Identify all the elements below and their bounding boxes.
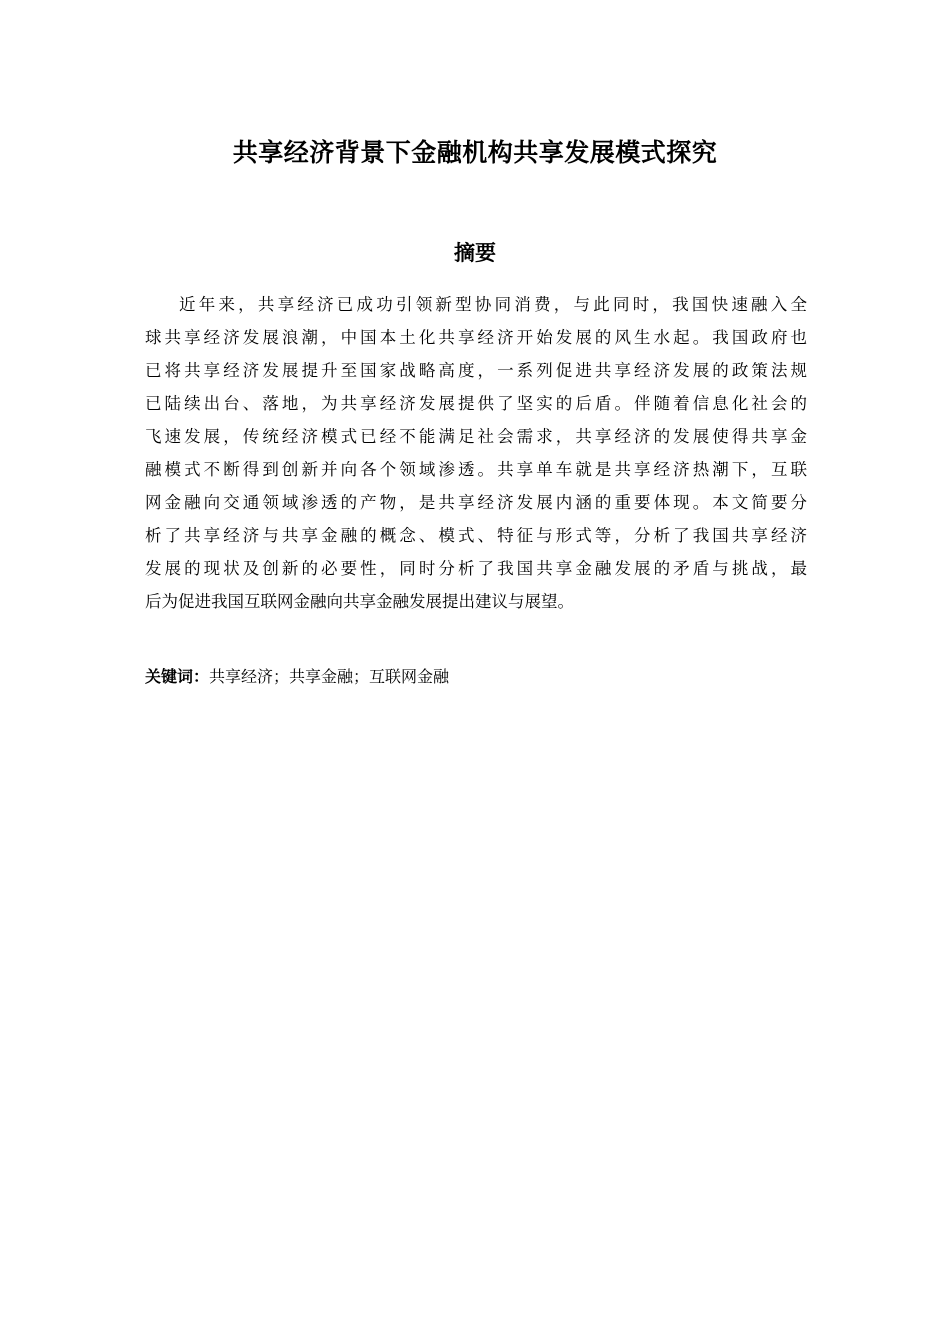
abstract-line: 已将共享经济发展提升至国家战略高度，一系列促进共享经济发展的政策法规 [145, 361, 807, 380]
abstract-body [145, 288, 807, 618]
abstract-line: 发展的现状及创新的必要性，同时分析了我国共享金融发展的矛盾与挑战，最 [145, 559, 807, 578]
abstract-line: 网金融向交通领域渗透的产物，是共享经济发展内涵的重要体现。本文简要分 [145, 493, 807, 512]
abstract-line: 析了共享经济与共享金融的概念、模式、特征与形式等，分析了我国共享经济 [145, 526, 807, 545]
keywords-text: 共享经济；共享金融；互联网金融 [209, 667, 450, 686]
abstract-line: 后为促进我国互联网金融向共享金融发展提出建议与展望。 [145, 592, 574, 611]
abstract-line: 飞速发展，传统经济模式已经不能满足社会需求，共享经济的发展使得共享金 [145, 427, 807, 446]
abstract-line: 已陆续出台、落地，为共享经济发展提供了坚实的后盾。伴随着信息化社会的 [145, 394, 807, 413]
abstract-line: 融模式不断得到创新并向各个领域渗透。共享单车就是共享经济热潮下，互联 [145, 460, 807, 479]
keywords-label: 关键词： [145, 667, 210, 686]
abstract-heading: 摘要 [454, 241, 496, 265]
keywords-line [145, 661, 449, 693]
abstract-line: 球共享经济发展浪潮，中国本土化共享经济开始发展的风生水起。我国政府也 [145, 328, 807, 347]
abstract-line: 近年来，共享经济已成功引领新型协同消费，与此同时，我国快速融入全 [179, 295, 807, 314]
document-title: 共享经济背景下金融机构共享发展模式探究 [232, 138, 718, 167]
